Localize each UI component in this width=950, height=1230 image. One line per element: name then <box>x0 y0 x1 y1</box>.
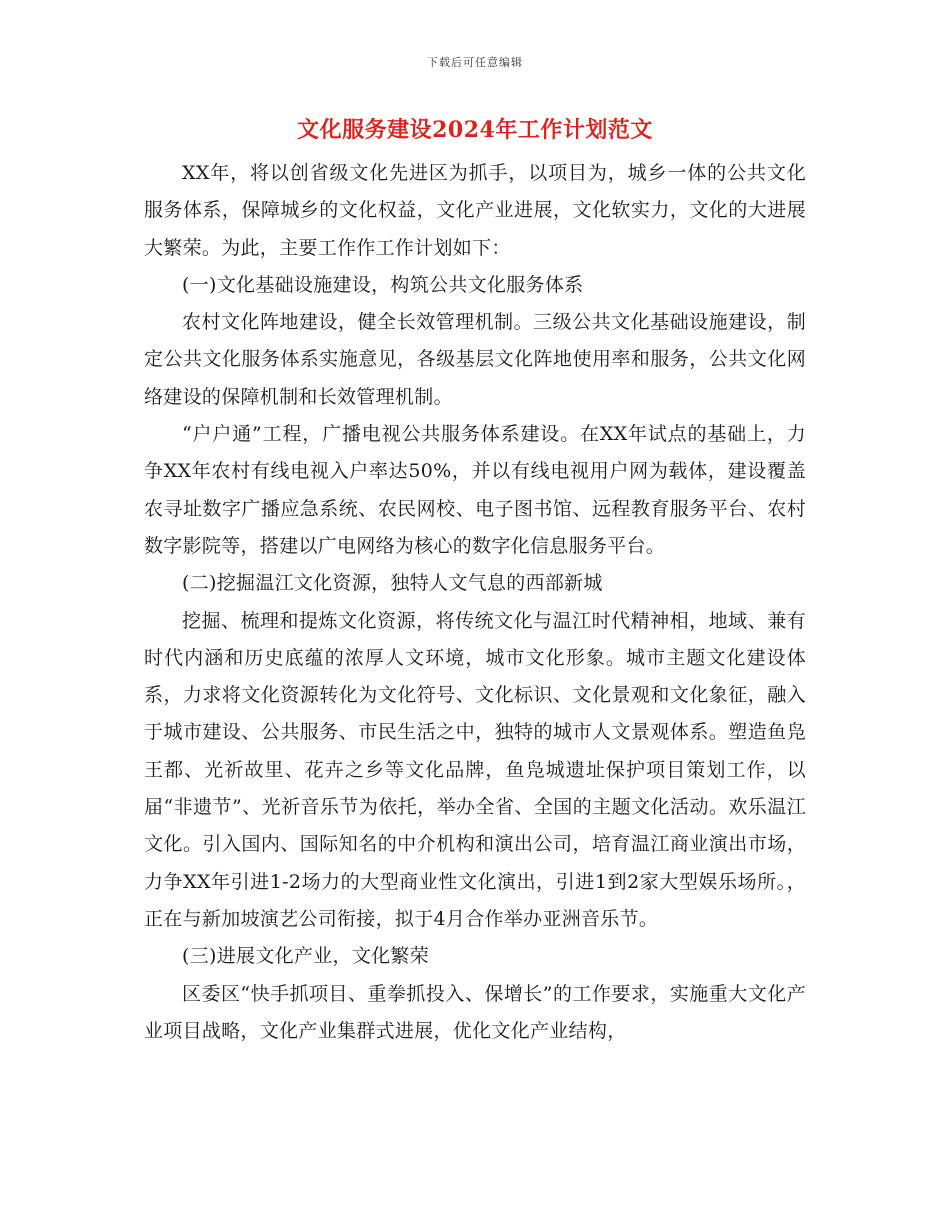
paragraph: XX年，将以创省级文化先进区为抓手，以项目为，城乡一体的公共文化服务体系，保障城乡的文化权益，文化产业进展，文化软实力，文化的大进展大繁荣。为此，主要工作作工作计划如下： <box>144 162 806 259</box>
paragraph: 区委区“快手抓项目、重拳抓投入、保增长”的工作要求，实施重大文化产业项目战略，文化产业集群式进展，优化文化产业结构， <box>144 982 806 1042</box>
document-title: 文化服务建设2024年工作计划范文 <box>297 117 653 143</box>
section-heading: (二)挖掘温江文化资源，独特人文气息的西部新城 <box>182 572 603 595</box>
paragraph: 农村文化阵地建设，健全长效管理机制。三级公共文化基础设施建设，制定公共文化服务体系实施意见，各级基层文化阵地使用率和服务，公共文化网络建设的保障机制和长效管理机制。 <box>144 311 806 408</box>
paragraph: 挖掘、梳理和提炼文化资源，将传统文化与温江时代精神相，地域、兼有时代内涵和历史底蕴的浓厚人文环境，城市文化形象。城市主题文化建设体系，力求将文化资源转化为文化符号、文化标识、文化景观和文化象征，融入于城市建设、公共服务、市民生活之中，独特的城市人文景观体系。塑造鱼凫王都、光祈故里、花卉之乡等文化品牌，鱼凫城遗址保护项目策划工作，以届“非遗节”、光祈音乐节为依托，举办全省、全国的主题文化活动。欢乐温江文化。引入国内、国际知名的中介机构和演出公司，培育温江商业演出市场，力争XX年引进1-2场力的大型商业性文化演出，引进1到2家大型娱乐场所。，正在与新加坡演艺公司衔接，拟于4月合作举办亚洲音乐节。 <box>144 609 806 930</box>
document-body <box>144 155 806 1050</box>
section-heading: (一)文化基础设施建设，构筑公共文化服务体系 <box>182 273 584 296</box>
section-heading: (三)进展文化产业，文化繁荣 <box>182 945 430 968</box>
header-note: 下载后可任意编辑 <box>427 56 523 69</box>
paragraph: “户户通”工程，广播电视公共服务体系建设。在XX年试点的基础上，力争XX年农村有线电视入户率达50%，并以有线电视用户网为载体，建设覆盖农寻址数字广播应急系统、农民网校、电子图书馆、远程教育服务平台、农村数字影院等，搭建以广电网络为核心的数字化信息服务平台。 <box>144 423 806 557</box>
